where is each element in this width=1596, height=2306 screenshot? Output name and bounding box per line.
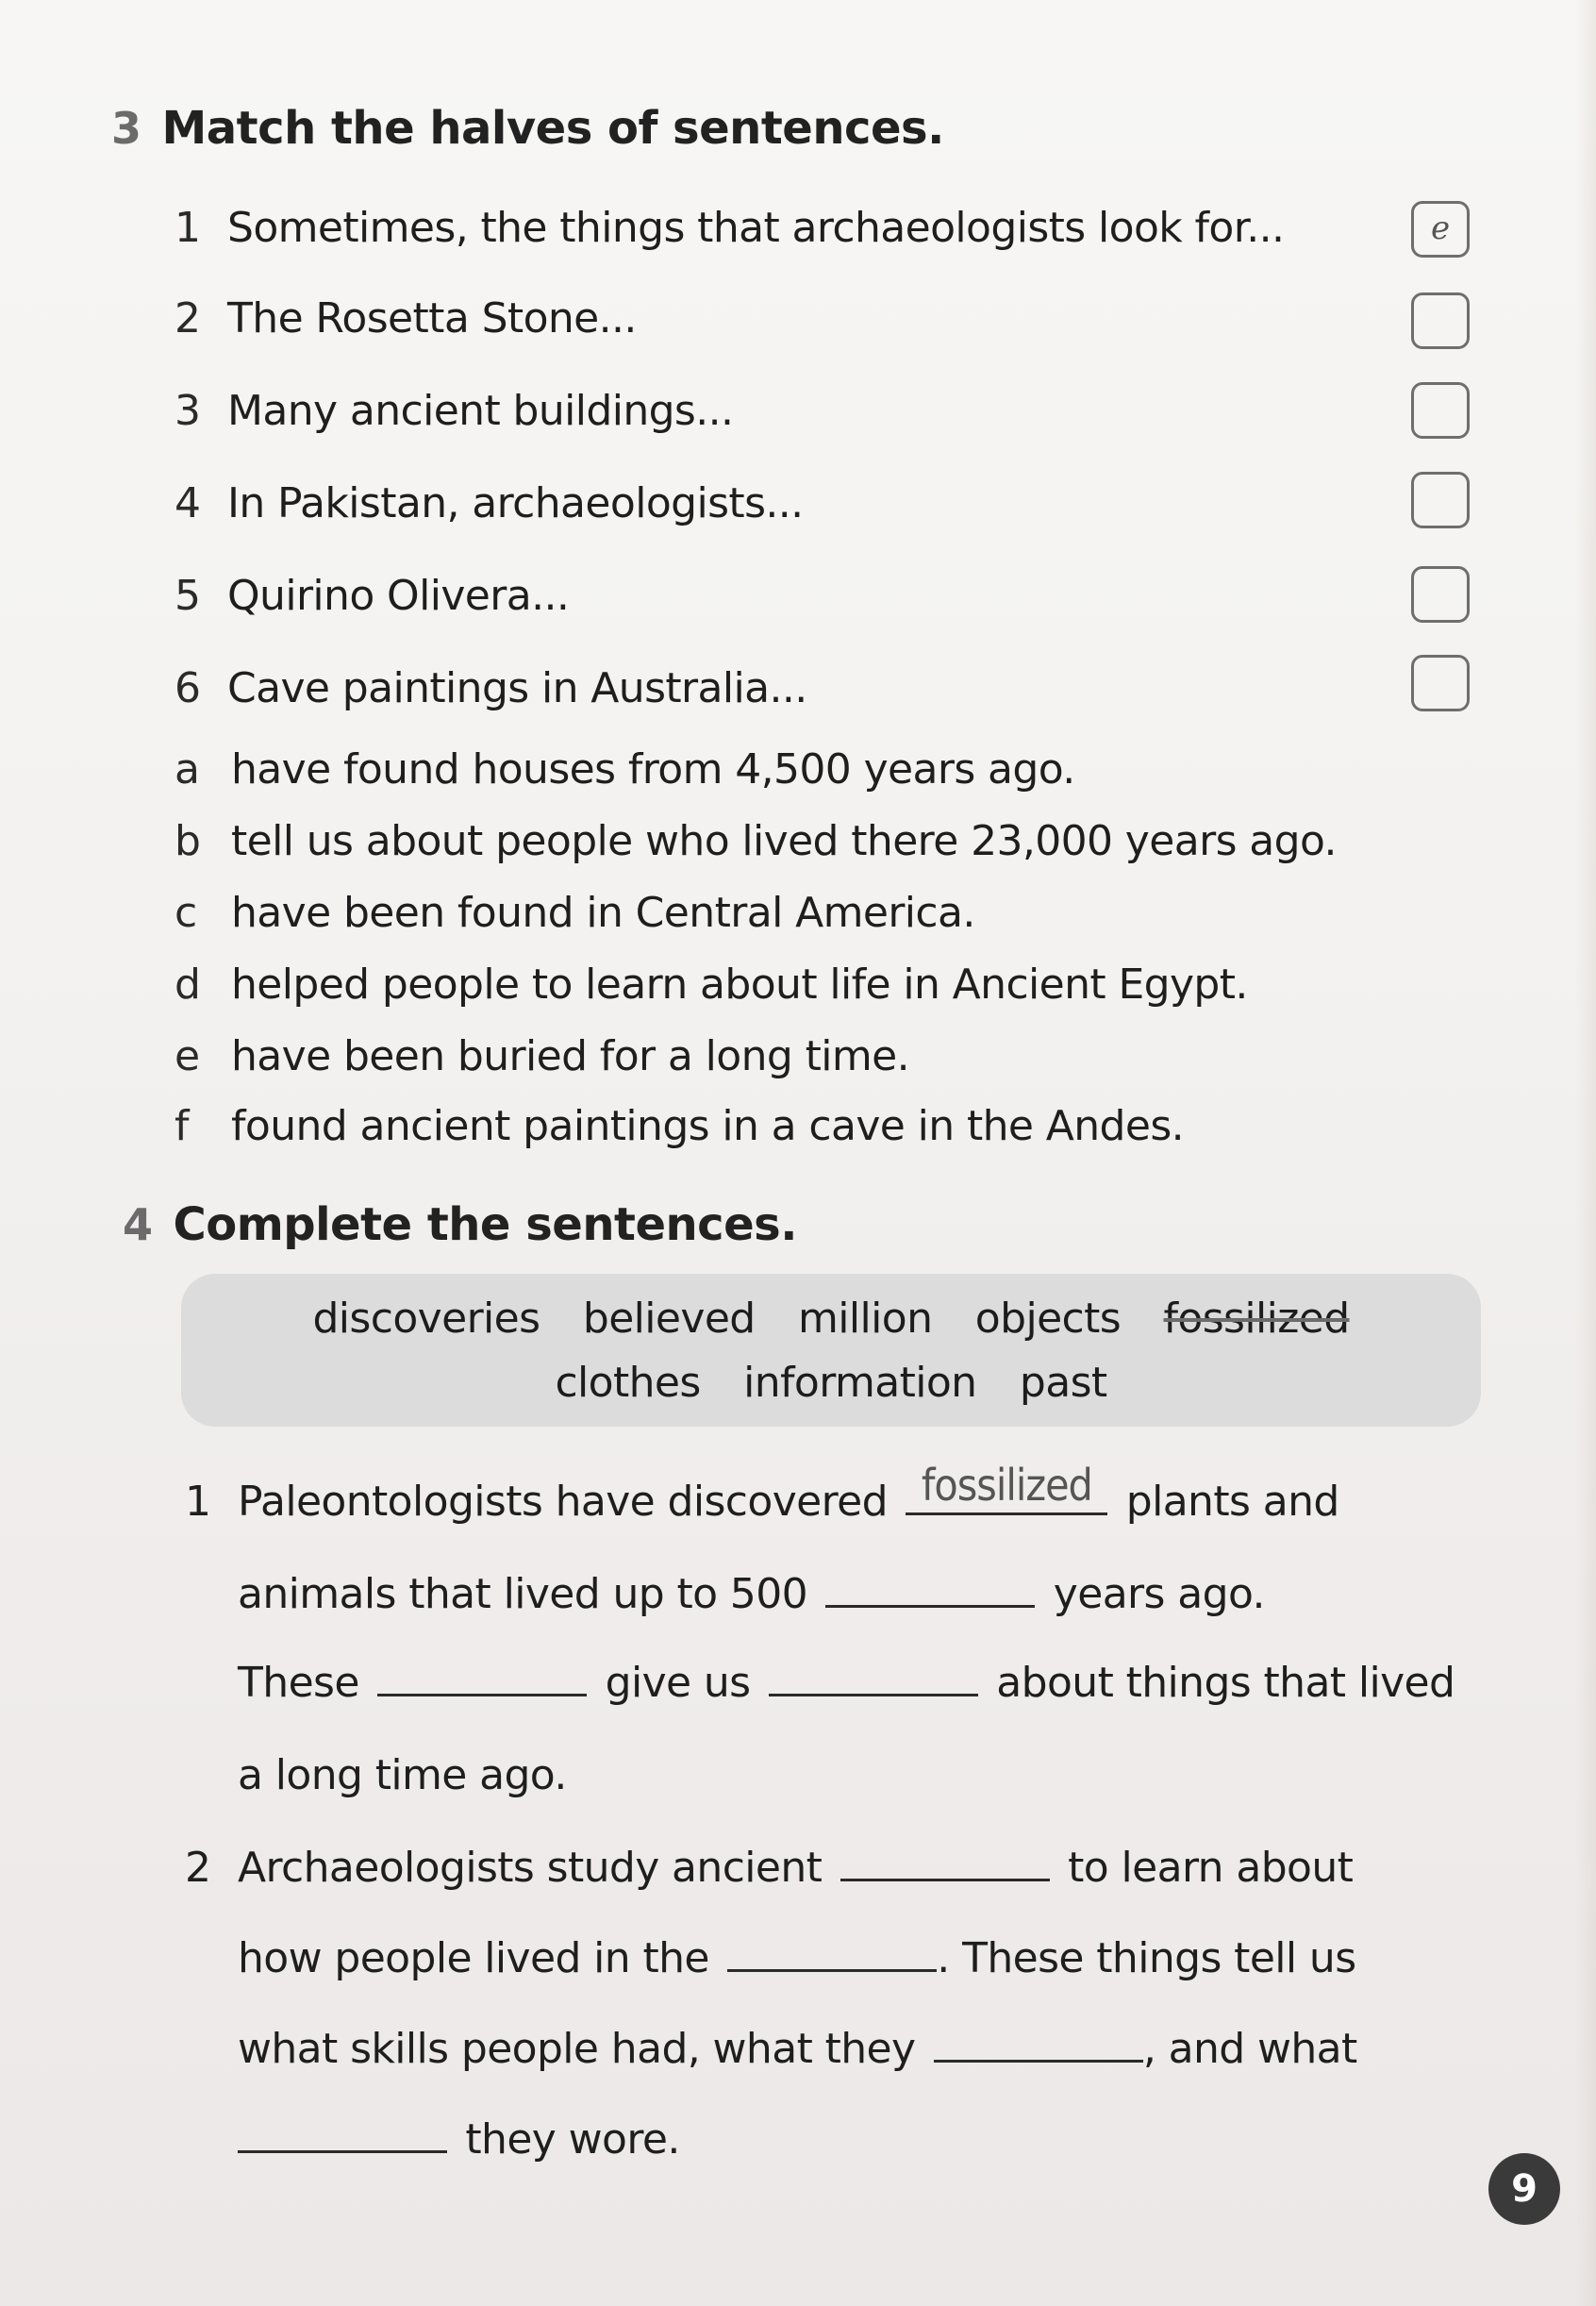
word-bank	[181, 1274, 1481, 1427]
word-information: information	[743, 1359, 977, 1407]
stem-item: 5 Quirino Olivera...	[175, 572, 570, 620]
word-past: past	[1019, 1359, 1107, 1407]
exercise-number: 3	[111, 103, 141, 154]
sentence-2-line-3: what skills people had, what they , and what	[238, 2025, 1357, 2073]
stem-item: 2 The Rosetta Stone...	[175, 294, 637, 343]
answer-box-1[interactable]: e	[1411, 201, 1470, 258]
sentence-1-line-1: 1 Paleontologists have discovered fossilized plants and	[185, 1460, 1339, 1526]
answer-box-4[interactable]	[1411, 472, 1470, 528]
word-million: million	[798, 1295, 933, 1343]
stem-item: 4 In Pakistan, archaeologists...	[175, 479, 804, 527]
answer-box-2[interactable]	[1411, 292, 1470, 349]
word-bank-line-1	[181, 1295, 1481, 1343]
sentence-2-line-1: 2 Archaeologists study ancient to learn about	[185, 1844, 1354, 1892]
word-objects: objects	[974, 1295, 1122, 1343]
ending-item: a have found houses from 4,500 years ago.	[175, 745, 1075, 794]
word-discoveries: discoveries	[312, 1295, 540, 1343]
ending-item: e have been buried for a long time.	[175, 1032, 909, 1080]
blank-1c[interactable]	[377, 1660, 587, 1696]
blank-2b[interactable]	[727, 1935, 937, 1972]
ending-item: f found ancient paintings in a cave in the Andes.	[175, 1102, 1185, 1150]
blank-2d[interactable]	[238, 2116, 447, 2153]
exercise-3-heading	[111, 102, 944, 155]
exercise-title: Complete the sentences.	[173, 1198, 797, 1251]
sentence-1-line-2: animals that lived up to 500 years ago.	[238, 1570, 1265, 1618]
sentence-1-line-4: a long time ago.	[238, 1751, 567, 1799]
sentence-2-line-2: how people lived in the . These things tell us	[238, 1934, 1356, 1982]
sentence-1-line-3: These give us about things that lived	[238, 1659, 1455, 1707]
stem-item: 3 Many ancient buildings...	[175, 387, 734, 435]
exercise-number: 4	[123, 1199, 153, 1250]
sentence-2-line-4: they wore.	[238, 2115, 680, 2164]
ending-item: d helped people to learn about life in Ancient Egypt.	[175, 961, 1248, 1009]
exercise-4-heading	[123, 1198, 797, 1251]
blank-2c[interactable]	[934, 2026, 1143, 2063]
ending-item: b tell us about people who lived there 23,000 years ago.	[175, 817, 1337, 865]
stem-item: 6 Cave paintings in Australia...	[175, 664, 807, 712]
blank-1d[interactable]	[769, 1660, 978, 1696]
page-number-badge: 9	[1488, 2153, 1560, 2225]
page-edge-shadow	[1575, 0, 1596, 2306]
answer-box-3[interactable]	[1411, 382, 1470, 439]
blank-1a[interactable]	[906, 1460, 1107, 1515]
stem-item: 1 Sometimes, the things that archaeologists look for...	[175, 204, 1285, 252]
blank-2a[interactable]	[840, 1845, 1050, 1881]
word-clothes: clothes	[555, 1359, 701, 1407]
exercise-title: Match the halves of sentences.	[161, 102, 944, 155]
answer-box-5[interactable]	[1411, 566, 1470, 623]
blank-1b[interactable]	[825, 1571, 1035, 1608]
word-fossilized-crossed-out: fossilized	[1163, 1295, 1350, 1343]
handwritten-answer: fossilized	[921, 1460, 1092, 1511]
word-believed: believed	[582, 1295, 756, 1343]
answer-box-6[interactable]	[1411, 655, 1470, 711]
word-bank-line-2	[181, 1359, 1481, 1407]
ending-item: c have been found in Central America.	[175, 889, 975, 937]
